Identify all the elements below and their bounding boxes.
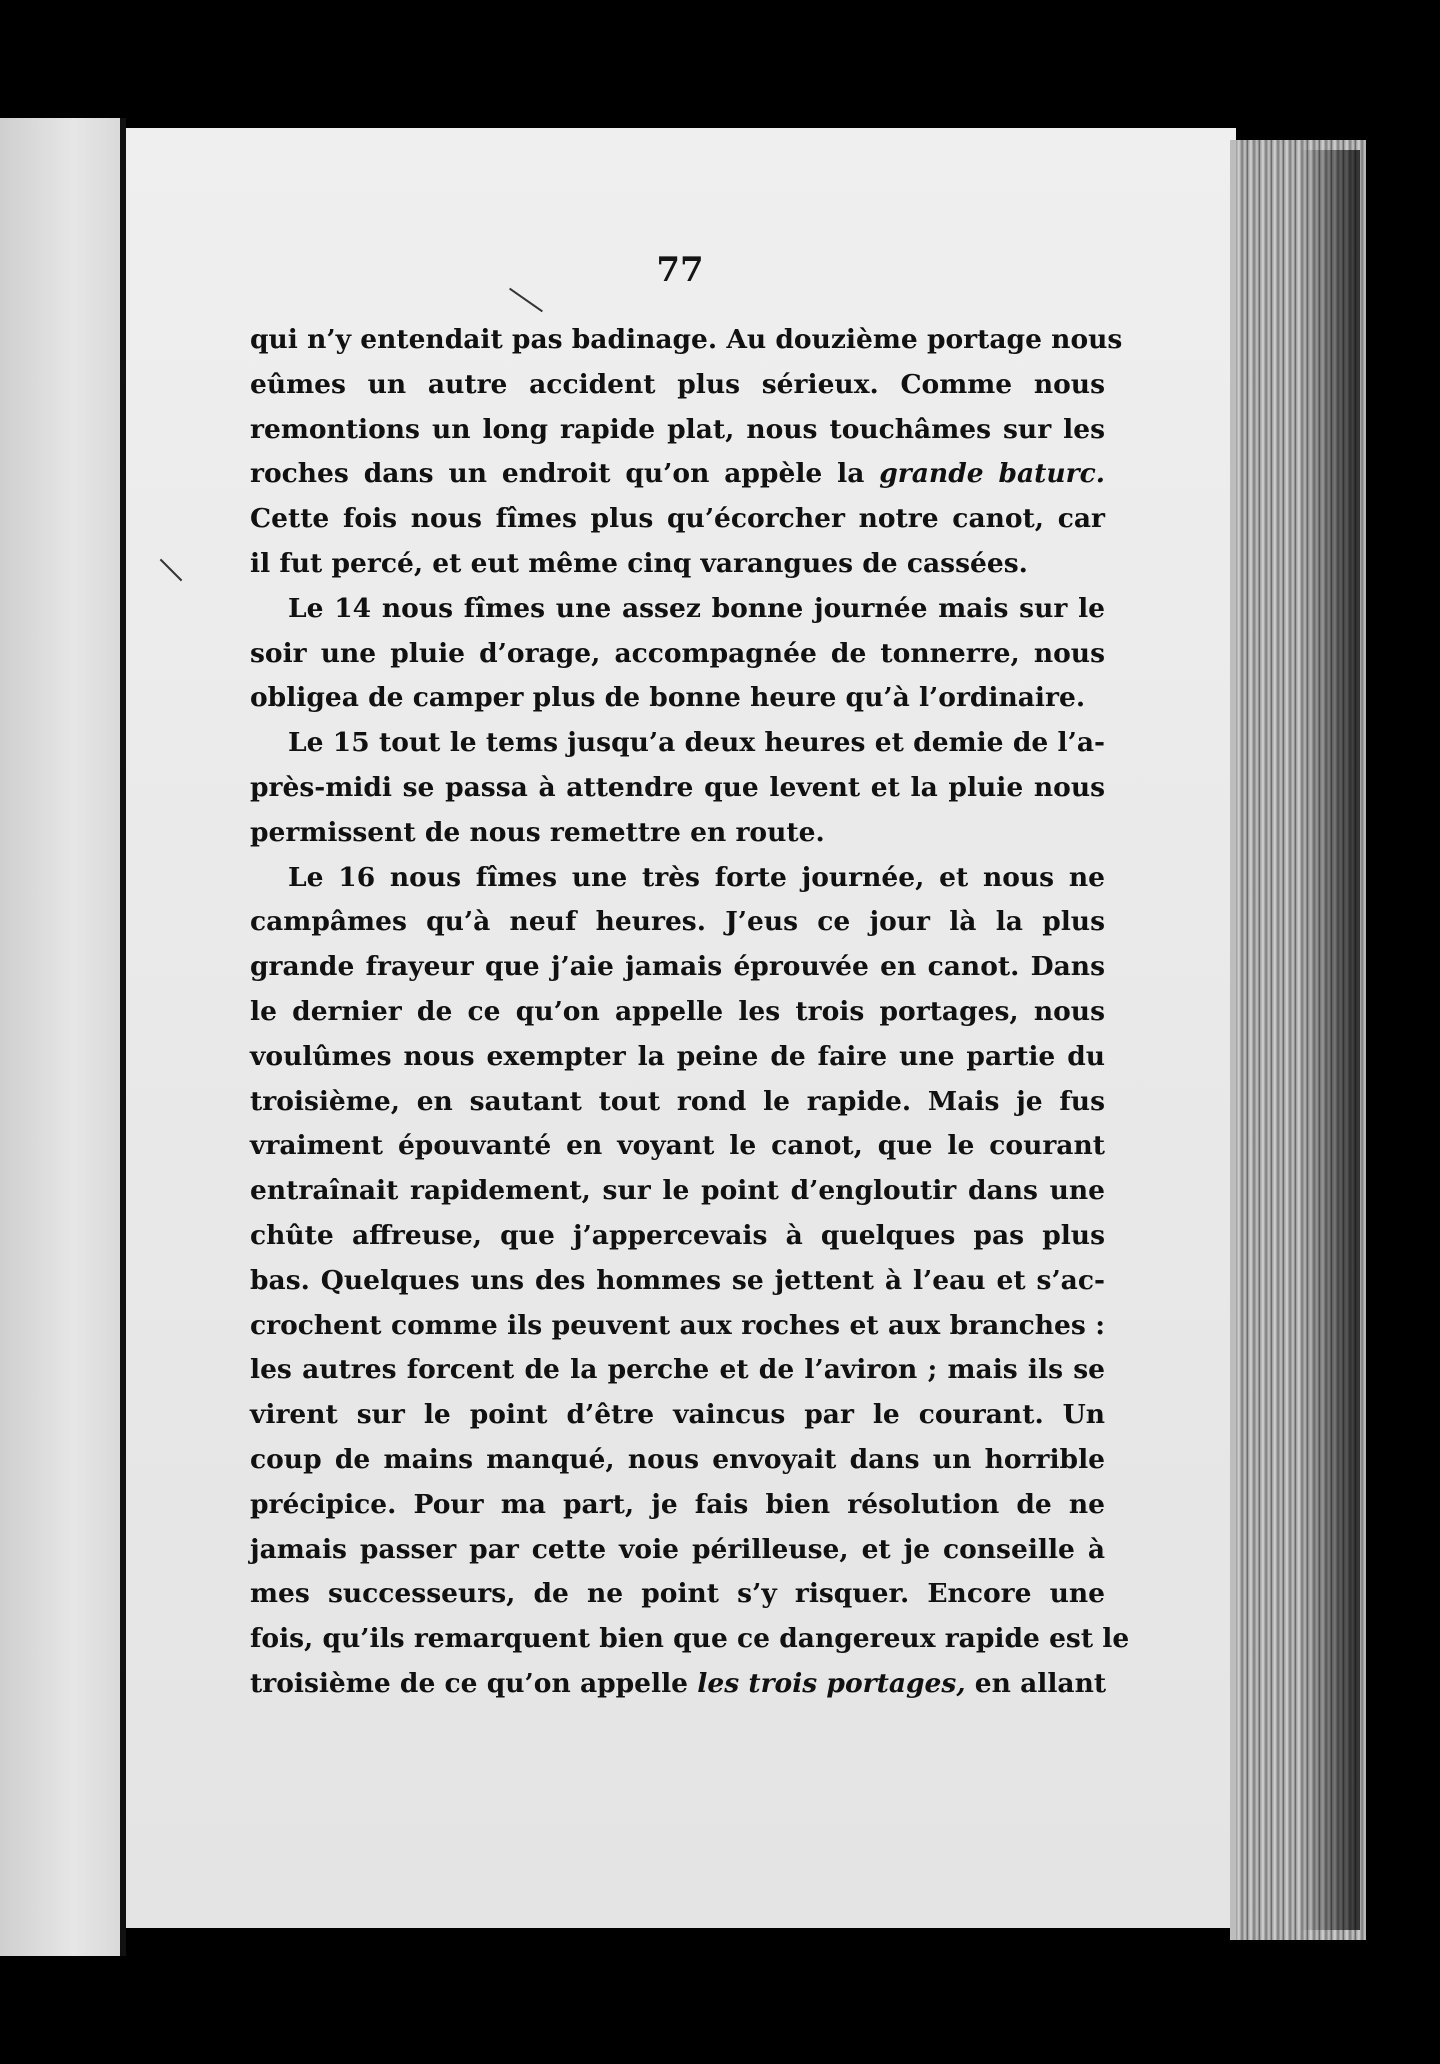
text-line-main: vraiment épouvanté en voyant le canot, que le courant xyxy=(250,1130,1105,1162)
text-line-main: obligea de camper plus de bonne heure qu’à l’ordinaire. xyxy=(250,682,1086,714)
text-line-main: les autres forcent de la perche et de l’aviron ; mais ils se xyxy=(250,1354,1105,1386)
text-line xyxy=(250,1617,1130,1662)
text-line xyxy=(250,900,1105,945)
text-line-main: Le 15 tout le tems jusqu’a deux heures et demie de l’a- xyxy=(288,727,1105,759)
page-edges-shadow xyxy=(1300,150,1360,1930)
text-line-main: remontions un long rapide plat, nous touchâmes sur les xyxy=(250,413,1105,445)
text-line xyxy=(250,1662,1105,1707)
text-line-main: troisième, en sautant tout rond le rapide. Mais je fus xyxy=(250,1085,1105,1117)
text-line-main: Le 14 nous fîmes une assez bonne journée mais sur le xyxy=(288,592,1105,624)
text-line-italic: les trois portages, xyxy=(697,1667,966,1699)
body-text xyxy=(250,318,1130,1707)
text-line xyxy=(250,1348,1105,1393)
text-line xyxy=(250,990,1105,1035)
text-line xyxy=(250,1438,1105,1483)
text-line-main: roches dans un endroit qu’on appèle la xyxy=(250,458,880,490)
text-line-main: voulûmes nous exempter la peine de faire une partie du xyxy=(250,1040,1105,1072)
text-line xyxy=(250,542,1105,587)
page-number: 77 xyxy=(656,250,704,290)
text-line-main: eûmes un autre accident plus sérieux. Comme nous xyxy=(250,368,1105,400)
text-line xyxy=(250,945,1105,990)
text-line xyxy=(250,363,1105,408)
text-line-main: soir une pluie d’orage, accompagnée de tonnerre, nous xyxy=(250,637,1105,669)
text-line-main: crochent comme ils peuvent aux roches et aux branches : xyxy=(250,1309,1105,1341)
text-line xyxy=(250,676,1105,721)
text-line xyxy=(250,1080,1105,1125)
text-line-main: mes successeurs, de ne point s’y risquer. Encore une xyxy=(250,1578,1105,1610)
text-line xyxy=(250,856,1105,901)
text-line xyxy=(250,1035,1105,1080)
text-line xyxy=(250,1528,1105,1573)
text-line-main: près-midi se passa à attendre que levent et la pluie nous xyxy=(250,771,1105,803)
text-line xyxy=(250,1393,1105,1438)
text-line xyxy=(250,408,1105,453)
text-line-main: virent sur le point d’être vaincus par le courant. Un xyxy=(250,1399,1105,1431)
text-line-main: entraînait rapidement, sur le point d’engloutir dans une xyxy=(250,1175,1105,1207)
text-line xyxy=(250,721,1105,766)
text-line-main: Le 16 nous fîmes une très forte journée, et nous ne xyxy=(288,861,1105,893)
text-line-main: permissent de nous remettre en route. xyxy=(250,816,825,848)
text-line xyxy=(250,766,1105,811)
text-line-main: précipice. Pour ma part, je fais bien résolution de ne xyxy=(250,1488,1105,1520)
text-line-main: le dernier de ce qu’on appelle les trois portages, nous xyxy=(250,995,1105,1027)
text-line xyxy=(250,1304,1105,1349)
text-line xyxy=(250,1483,1105,1528)
text-line xyxy=(250,1214,1105,1259)
text-line xyxy=(250,1124,1105,1169)
text-line-main: coup de mains manqué, nous envoyait dans un horrible xyxy=(250,1443,1105,1475)
text-line xyxy=(250,587,1105,632)
text-line xyxy=(250,632,1105,677)
text-line xyxy=(250,811,1105,856)
text-line-italic: grande baturc. xyxy=(879,458,1105,490)
text-line xyxy=(250,1169,1105,1214)
text-line-main: il fut percé, et eut même cinq varangues de cassées. xyxy=(250,547,1028,579)
text-line-tail: en allant xyxy=(965,1667,1107,1699)
text-line-main: bas. Quelques uns des hommes se jettent à l’eau et s’ac- xyxy=(250,1264,1105,1296)
text-line xyxy=(250,1572,1105,1617)
text-line-main: jamais passer par cette voie périlleuse, et je conseille à xyxy=(250,1533,1105,1565)
text-line-main: troisième de ce qu’on appelle xyxy=(250,1667,698,1699)
text-line xyxy=(250,318,1123,363)
text-line-main: chûte affreuse, que j’appercevais à quelques pas plus xyxy=(250,1219,1105,1251)
text-line-main: fois, qu’ils remarquent bien que ce dangereux rapide est le xyxy=(250,1623,1130,1655)
text-line-main: qui n’y entendait pas badinage. Au douzième portage nous xyxy=(250,324,1123,355)
text-line xyxy=(250,497,1105,542)
text-line xyxy=(250,452,1105,497)
text-line-main: campâmes qu’à neuf heures. J’eus ce jour là la plus xyxy=(250,906,1105,938)
text-line-main: Cette fois nous fîmes plus qu’écorcher notre canot, car xyxy=(250,503,1105,535)
text-line xyxy=(250,1259,1105,1304)
text-line-main: grande frayeur que j’aie jamais éprouvée en canot. Dans xyxy=(250,951,1105,983)
facing-page-edge xyxy=(0,118,122,1956)
